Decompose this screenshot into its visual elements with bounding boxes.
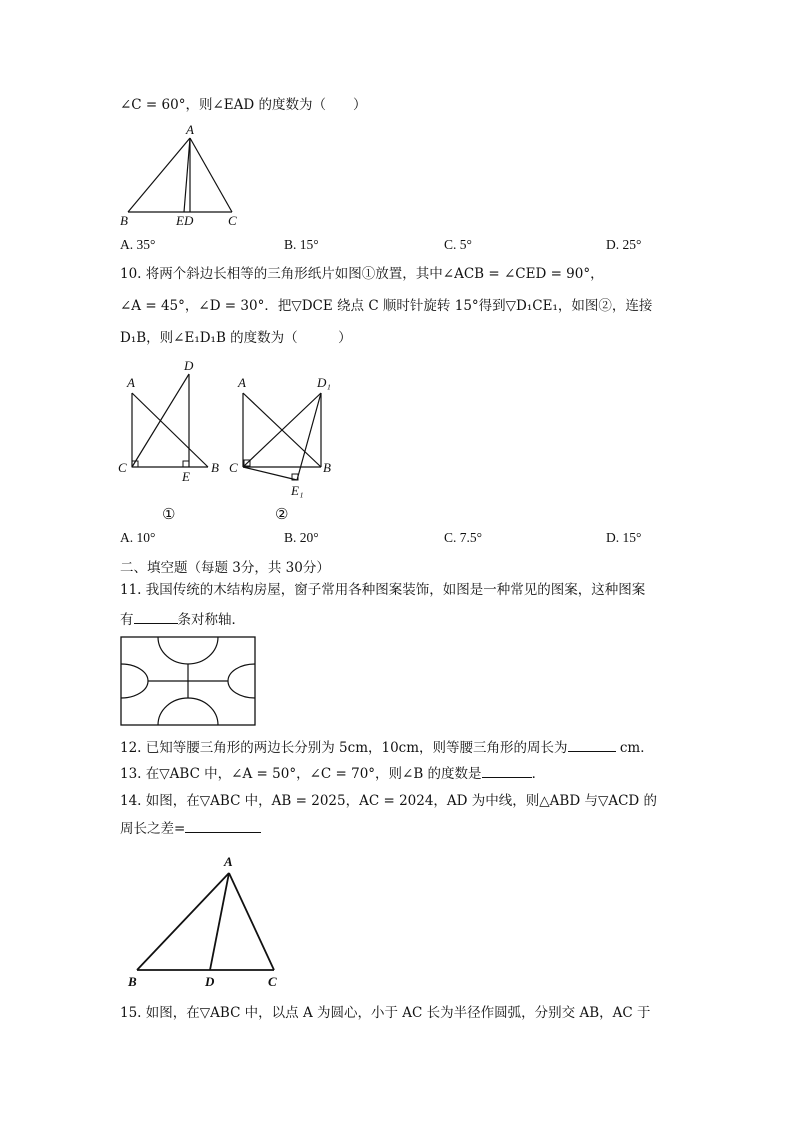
q10-line3: D₁B，则∠E₁D₁B 的度数为（ ）: [120, 330, 352, 346]
q10-fig2-label-c: C: [229, 460, 238, 475]
q9-stem: ∠C = 60°，则∠EAD 的度数为（ ）: [120, 97, 367, 113]
q12-before: 12. 已知等腰三角形的两边长分别为 5cm，10cm，则等腰三角形的周长为: [120, 740, 568, 756]
q10-option-a: A. 10°: [120, 530, 156, 545]
q10-fig1-label-d: D: [184, 358, 194, 373]
q14-line2-text: 周长之差=: [120, 821, 186, 837]
q9-option-b: B. 15°: [284, 237, 319, 252]
q10-option-c: C. 7.5°: [444, 530, 483, 545]
q14-label-d: D: [205, 974, 215, 989]
q9-label-c: C: [228, 213, 237, 228]
q14-line1: 14. 如图，在▽ABC 中，AB = 2025，AC = 2024，AD 为中线，则△ABD 与▽ACD 的: [120, 793, 658, 809]
q10-fig2-label-b: B: [323, 460, 331, 475]
q9-label-ed: ED: [176, 213, 194, 228]
q14-label-b: B: [128, 974, 137, 989]
q11-line1: 11. 我国传统的木结构房屋，窗子常用各种图案装饰，如图是一种常见的图案，这种图案: [120, 582, 646, 598]
q13-after: ．: [531, 766, 546, 782]
q10-fig2-label-a: A: [238, 375, 246, 390]
q10-fig2-caption: ②: [275, 507, 289, 523]
q10-line1: 10. 将两个斜边长相等的三角形纸片如图①放置，其中∠ACB = ∠CED = 90°，: [120, 266, 604, 282]
q10-fig1-label-b: B: [211, 460, 219, 475]
q10-option-b: B. 20°: [284, 530, 319, 545]
q14-label-a: A: [224, 854, 233, 869]
q12-after: cm．: [615, 740, 654, 756]
q9-option-a: A. 35°: [120, 237, 156, 252]
q15-line1: 15. 如图，在▽ABC 中，以点 A 为圆心，小于 AC 长为半径作圆弧，分别交 AB，AC 于: [120, 1005, 651, 1021]
q10-fig1-label-c: C: [118, 460, 127, 475]
q10-fig1-caption: ①: [162, 507, 176, 523]
q10-fig1-label-e: E: [182, 469, 190, 484]
section-2-title: 二、填空题（每题 3分，共 30分）: [120, 560, 330, 576]
q14-label-c: C: [268, 974, 277, 989]
q11-line2-before: 有: [120, 612, 134, 628]
q10-fig1-label-a: A: [127, 375, 135, 390]
q10-line2: ∠A = 45°，∠D = 30°．把▽DCE 绕点 C 顺时针旋转 15°得到▽D₁CE₁，如图②，连接: [120, 298, 653, 314]
q9-label-b: B: [120, 213, 128, 228]
q9-option-c: C. 5°: [444, 237, 472, 252]
q9-option-d: D. 25°: [606, 237, 642, 252]
q10-fig2-label-e1: E₁: [291, 483, 304, 498]
q11-line2-after: 条对称轴．: [177, 612, 245, 628]
q10-fig2-label-d1: D₁: [317, 375, 331, 390]
q9-label-a: A: [186, 122, 194, 137]
q10-option-d: D. 15°: [606, 530, 642, 545]
q13-before: 13. 在▽ABC 中，∠A = 50°，∠C = 70°，则∠B 的度数是: [120, 766, 482, 782]
